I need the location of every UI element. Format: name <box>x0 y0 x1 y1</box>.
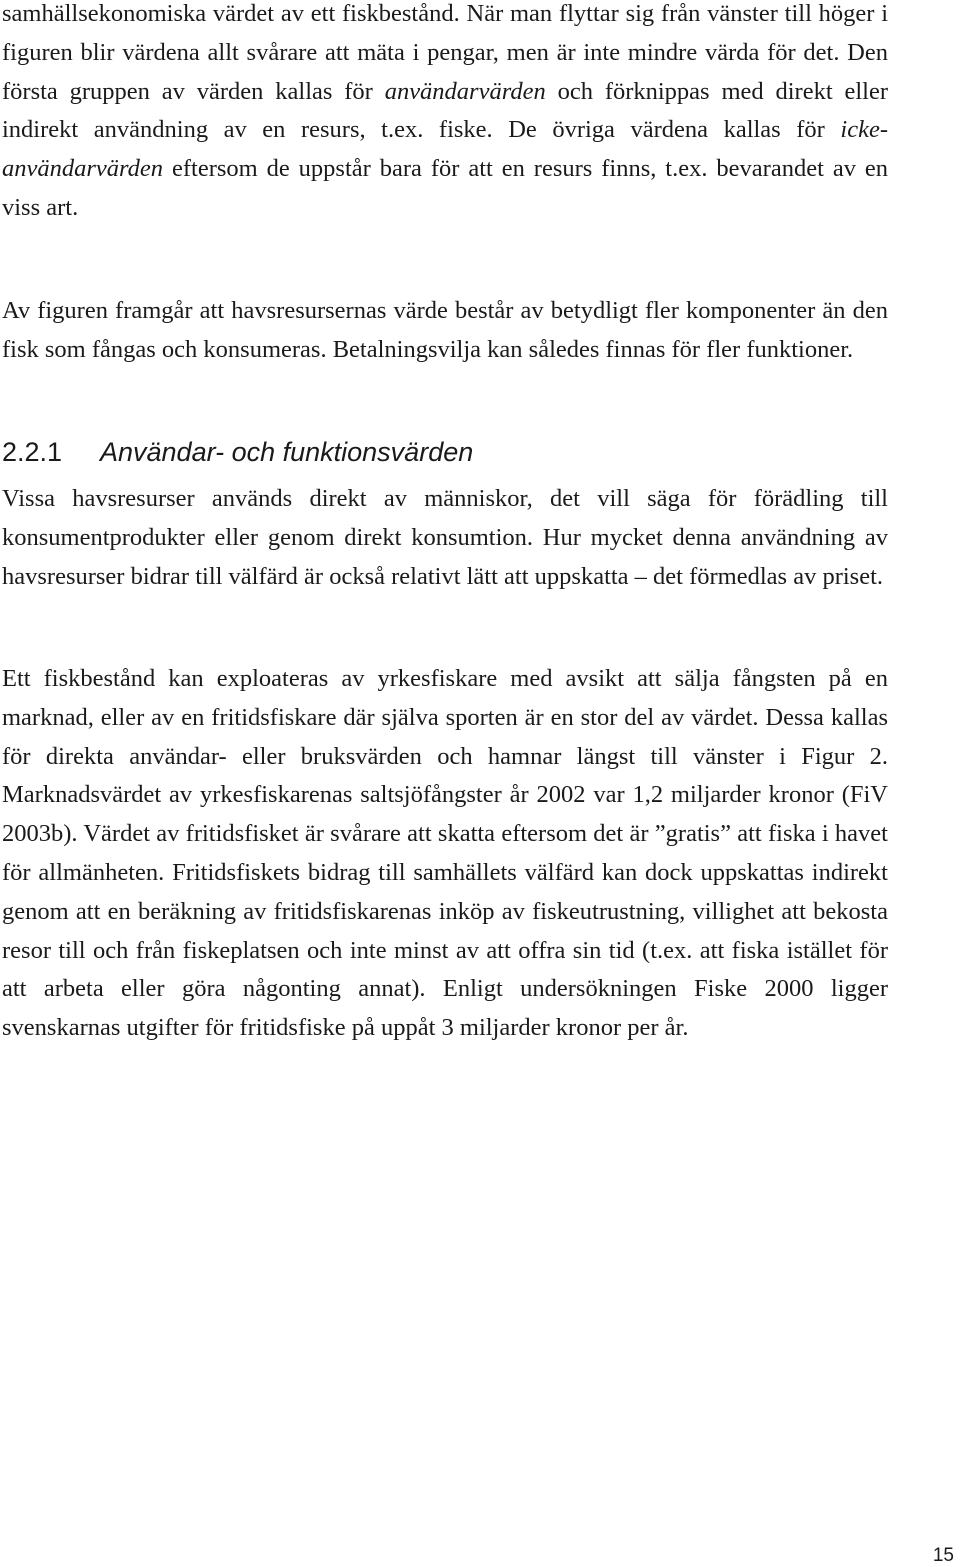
section-title: Användar- och funktionsvärden <box>100 437 474 467</box>
paragraph-values-groups <box>2 0 888 228</box>
paragraph-fish-stock: Ett fiskbestånd kan exploateras av yrkesfiskare med avsikt att sälja fångsten på en marknad, eller av en fritidsfiskare där själva sporten är en stor del av värdet. Dessa kallas för direkta användar- eller bruksvärden och hamnar längst till vänster i Figur 2. Marknadsvärdet av yrkesfiskarenas saltsjöfångster år 2002 var 1,2 miljarder kronor (FiV 2003b). Värdet av fritidsfisket är svårare att skatta eftersom det är ”gratis” att fiska i havet för allmänheten. Fritidsfiskets bidrag till samhällets välfärd kan dock uppskattas indirekt genom att en beräkning av fritidsfiskarenas inköp av fiskeutrustning, villighet att bekosta resor till och från fiskeplatsen och inte minst av att offra sin tid (t.ex. att fiska istället för att arbeta eller göra någonting annat). Enligt undersökningen Fiske 2000 ligger svenskarnas utgifter för fritidsfiske på uppåt 3 miljarder kronor per år. <box>2 665 888 1042</box>
term-non-user-values: icke-användarvärden <box>2 116 888 183</box>
section-number: 2.2.1 <box>2 437 63 467</box>
paragraph-text: samhällsekonomiska värdet av ett fiskbestånd. När man flyttar sig från vänster till höger i figuren blir värdena allt svårare att mäta i pengar, men är inte mindre värda för det. Den första gruppen av värden kallas för <box>2 0 888 105</box>
term-user-values: användarvärden <box>384 77 546 105</box>
paragraph-figure-summary: Av figuren framgår att havsresursernas värde består av betydligt fler komponenter än den fisk som fångas och konsumeras. Betalningsvilja kan således finnas för fler funktioner. <box>2 297 888 363</box>
paragraph-text: eftersom de uppstår bara för att en resurs finns, t.ex. bevarandet av en viss art. <box>2 155 888 221</box>
section-heading <box>2 432 473 472</box>
paragraph-direct-use: Vissa havsresurser används direkt av människor, det vill säga för förädling till konsumentprodukter eller genom direkt konsumtion. Hur mycket denna användning av havsresurser bidrar till välfärd är också relativt lätt att uppskatta – det förmedlas av priset. <box>2 485 888 590</box>
page-number: 15 <box>932 1545 954 1566</box>
paragraph-text: och förknippas med direkt eller indirekt användning av en resurs, t.ex. fiske. De övriga värdena kallas för <box>2 77 889 144</box>
